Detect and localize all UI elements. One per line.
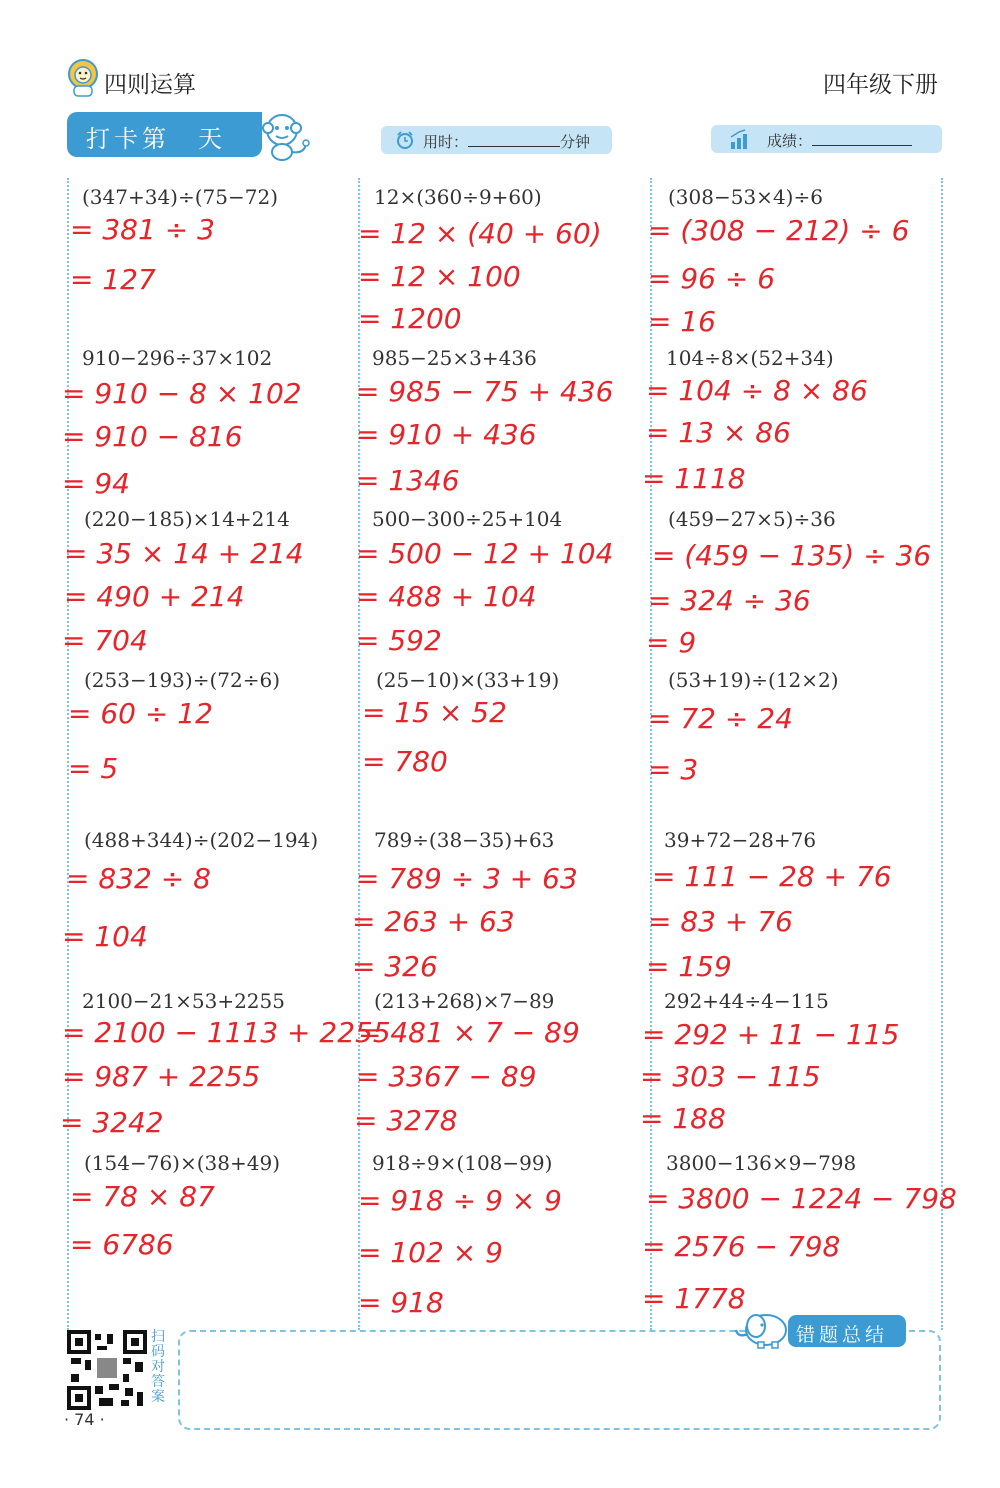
- scan-for-answers-label: 扫码对答案: [151, 1329, 165, 1405]
- answer-step: = 3800 − 1224 − 798: [646, 1182, 957, 1215]
- answer-step: = 704: [62, 624, 148, 657]
- problem-text: 918÷9×(108−99): [372, 1151, 553, 1175]
- answer-step: = 12 × (40 + 60): [358, 217, 602, 250]
- answer-step: = 111 − 28 + 76: [652, 860, 892, 893]
- answer-step: = (308 − 212) ÷ 6: [648, 214, 910, 247]
- problem-text: (488+344)÷(202−194): [84, 828, 319, 852]
- answer-step: = 127: [70, 263, 156, 296]
- answer-step: = 60 ÷ 12: [68, 697, 213, 730]
- chart-bars-icon: [729, 128, 751, 150]
- answer-step: = 326: [352, 950, 438, 983]
- problem-text: 12×(360÷9+60): [374, 185, 542, 209]
- score-field: [711, 125, 942, 153]
- problem-text: (25−10)×(33+19): [376, 668, 560, 692]
- answer-step: = 13 × 86: [646, 416, 791, 449]
- check-in-label: 打卡第 天: [86, 125, 226, 153]
- answer-step: = 592: [356, 624, 442, 657]
- time-label: 用时：: [423, 133, 469, 151]
- column-divider: [941, 178, 943, 1330]
- answer-step: = 488 + 104: [356, 580, 537, 613]
- answer-step: = 303 − 115: [640, 1060, 821, 1093]
- answer-step: = 987 + 2255: [62, 1060, 261, 1093]
- answer-step: = 490 + 214: [64, 580, 245, 613]
- answer-step: = 159: [646, 950, 732, 983]
- answer-step: = (459 − 135) ÷ 36: [652, 539, 932, 572]
- column-divider: [358, 178, 360, 1330]
- problem-text: (213+268)×7−89: [374, 989, 555, 1013]
- answer-step: = 35 × 14 + 214: [64, 537, 304, 570]
- problem-text: 985−25×3+436: [372, 346, 537, 370]
- time-spent-field: [381, 126, 612, 154]
- elephant-mascot-icon: [730, 1308, 794, 1350]
- answer-step: = 910 + 436: [356, 418, 537, 451]
- answer-step: = 9: [646, 626, 697, 659]
- qr-code-icon[interactable]: [67, 1330, 147, 1410]
- score-label: 成绩：: [767, 132, 813, 150]
- monkey-mascot-icon: [256, 110, 312, 162]
- answer-step: = 1118: [642, 462, 746, 495]
- answer-step: = 3278: [354, 1104, 458, 1137]
- answer-step: = 72 ÷ 24: [648, 702, 793, 735]
- answer-step: = 910 − 8 × 102: [62, 377, 302, 410]
- answer-step: = 15 × 52: [362, 696, 507, 729]
- answer-step: = 1200: [358, 302, 462, 335]
- lion-mascot-icon: [64, 58, 102, 98]
- problem-text: 3800−136×9−798: [666, 1151, 857, 1175]
- answer-step: = 910 − 816: [62, 420, 243, 453]
- answer-step: = 985 − 75 + 436: [356, 375, 614, 408]
- answer-step: = 292 + 11 − 115: [642, 1018, 900, 1051]
- answer-step: = 918 ÷ 9 × 9: [358, 1184, 562, 1217]
- answer-step: = 500 − 12 + 104: [356, 537, 614, 570]
- grade-label: 四年级下册: [823, 72, 938, 98]
- problem-text: (308−53×4)÷6: [668, 185, 823, 209]
- problem-text: (220−185)×14+214: [84, 507, 290, 531]
- page-number: · 74 ·: [64, 1410, 105, 1429]
- problem-text: 2100−21×53+2255: [82, 989, 285, 1013]
- answer-step: = 263 + 63: [352, 905, 515, 938]
- problem-text: (253−193)÷(72÷6): [84, 668, 281, 692]
- problem-text: (53+19)÷(12×2): [668, 668, 839, 692]
- answer-step: = 3367 − 89: [356, 1060, 537, 1093]
- answer-step: = 83 + 76: [648, 905, 793, 938]
- alarm-clock-icon: [395, 130, 415, 150]
- problem-text: (154−76)×(38+49): [84, 1151, 281, 1175]
- answer-step: = 3242: [60, 1106, 164, 1139]
- time-unit: 分钟: [560, 133, 591, 151]
- problem-text: 104÷8×(52+34): [666, 346, 834, 370]
- problem-text: (347+34)÷(75−72): [82, 185, 279, 209]
- answer-step: = 1346: [356, 464, 460, 497]
- answer-step: = 1778: [642, 1282, 746, 1315]
- answer-step: = 381 ÷ 3: [70, 213, 215, 246]
- answer-step: = 6786: [70, 1228, 174, 1261]
- problem-text: 910−296÷37×102: [82, 346, 273, 370]
- answer-step: = 2100 − 1113 + 2255: [62, 1016, 391, 1049]
- answer-step: = 918: [358, 1286, 444, 1319]
- answer-step: = 102 × 9: [358, 1236, 503, 1269]
- answer-step: = 832 ÷ 8: [66, 862, 211, 895]
- score-blank[interactable]: [812, 131, 912, 146]
- time-blank[interactable]: [468, 132, 560, 147]
- answer-step: = 16: [648, 305, 716, 338]
- answer-step: = 78 × 87: [70, 1180, 215, 1213]
- problem-text: (459−27×5)÷36: [668, 507, 836, 531]
- answer-step: = 780: [362, 745, 448, 778]
- answer-step: = 324 ÷ 36: [648, 584, 811, 617]
- answer-step: = 789 ÷ 3 + 63: [356, 862, 578, 895]
- answer-step: = 94: [62, 467, 130, 500]
- error-summary-label: 错题总结: [796, 1324, 889, 1346]
- page-title: 四则运算: [104, 72, 196, 98]
- answer-step: = 96 ÷ 6: [648, 262, 776, 295]
- answer-step: = 2576 − 798: [642, 1230, 841, 1263]
- answer-step: = 481 × 7 − 89: [358, 1016, 580, 1049]
- answer-step: = 12 × 100: [358, 260, 521, 293]
- problem-text: 789÷(38−35)+63: [374, 828, 555, 852]
- problem-text: 292+44÷4−115: [664, 989, 829, 1013]
- answer-step: = 5: [68, 752, 119, 785]
- answer-step: = 104: [62, 920, 148, 953]
- answer-step: = 188: [640, 1102, 726, 1135]
- answer-step: = 104 ÷ 8 × 86: [646, 374, 868, 407]
- answer-step: = 3: [648, 753, 699, 786]
- problem-text: 500−300÷25+104: [372, 507, 563, 531]
- problem-text: 39+72−28+76: [664, 828, 817, 852]
